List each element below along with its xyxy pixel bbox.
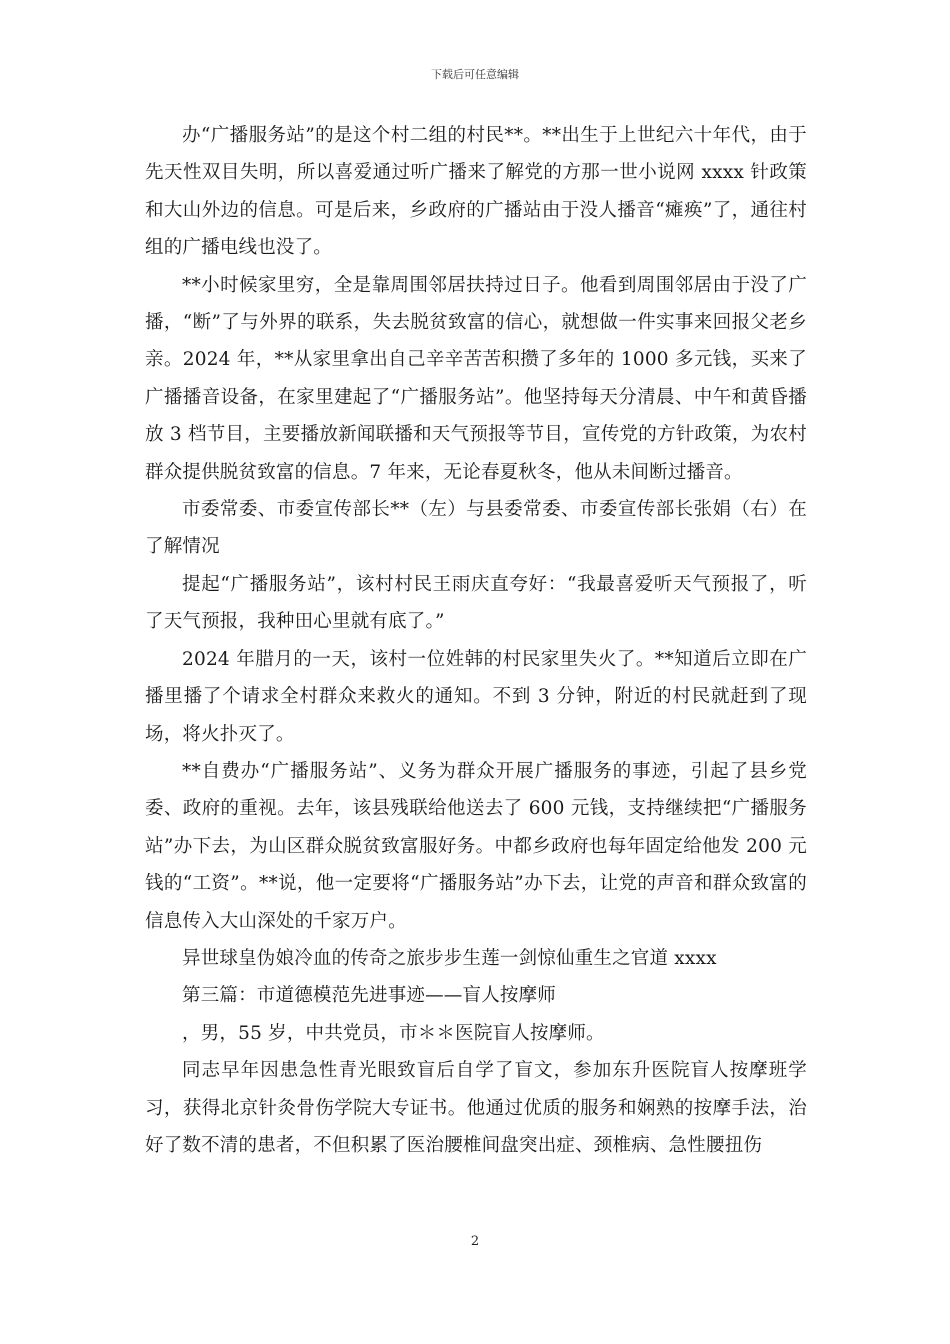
photo-caption: 市委常委、市委宣传部长**（左）与县委常委、市委宣传部长张娟（右）在了解情况: [145, 499, 807, 558]
document-body: [145, 117, 807, 1164]
paragraph: 2024 年腊月的一天，该村一位姓韩的村民家里失火了。**知道后立即在广播里播了个请求全村群众来救火的通知。不到 3 分钟，附近的村民就赶到了现场，将火扑灭了。: [145, 648, 807, 745]
paragraph: 同志早年因患急性青光眼致盲后自学了盲文，参加东升医院盲人按摩班学习，获得北京针灸骨伤学院大专证书。他通过优质的服务和娴熟的按摩手法，治好了数不清的患者，不但积累了医治腰椎间盘突出症、颈椎病、急性腰扭伤: [145, 1060, 807, 1156]
section-heading: 第三篇：市道德模范先进事迹——盲人按摩师: [182, 985, 557, 1007]
paragraph: 异世球皇伪娘冷血的传奇之旅步步生莲一剑惊仙重生之官道 xxxx: [182, 947, 717, 969]
page-number: 2: [470, 1234, 480, 1249]
paragraph: ，男，55 岁，中共党员，市＊＊医院盲人按摩师。: [182, 1022, 605, 1044]
paragraph: **自费办“广播服务站”、义务为群众开展广播服务的事迹，引起了县乡党委、政府的重视。去年，该县残联给他送去了 600 元钱，支持继续把“广播服务站”办下去，为山区群众脱贫致富服好务。中都乡政府也每年固定给他发 200 元钱的“工资”。**说，他一定要将“广播服务站”办下去，让党的声音和群众致富的信息传入大山深处的千家万户。: [145, 760, 807, 932]
paragraph: **小时候家里穷，全是靠周围邻居扶持过日子。他看到周围邻居由于没了广播，“断”了与外界的联系，失去脱贫致富的信心，就想做一件实事来回报父老乡亲。2024 年，**从家里拿出自己辛辛苦苦积攒了多年的 1000 多元钱，买来了广播播音设备，在家里建起了“广播服务站”。他坚持每天分清晨、中午和黄昏播放 3 档节目，主要播放新闻联播和天气预报等节目，宣传党的方针政策，为农村群众提供脱贫致富的信息。7 年来，无论春夏秋冬，他从未间断过播音。: [145, 274, 807, 483]
paragraph: 办“广播服务站”的是这个村二组的村民**。**出生于上世纪六十年代，由于先天性双目失明，所以喜爱通过听广播来了解党的方那一世小说网 xxxx 针政策和大山外边的信息。可是后来，乡政府的广播站由于没人播音“瘫痪”了，通往村组的广播电线也没了。: [145, 125, 807, 259]
page-header: 下载后可任意编辑: [431, 68, 519, 81]
paragraph: 提起“广播服务站”，该村村民王雨庆直夸好：“我最喜爱听天气预报了，听了天气预报，我种田心里就有底了。”: [145, 573, 807, 633]
